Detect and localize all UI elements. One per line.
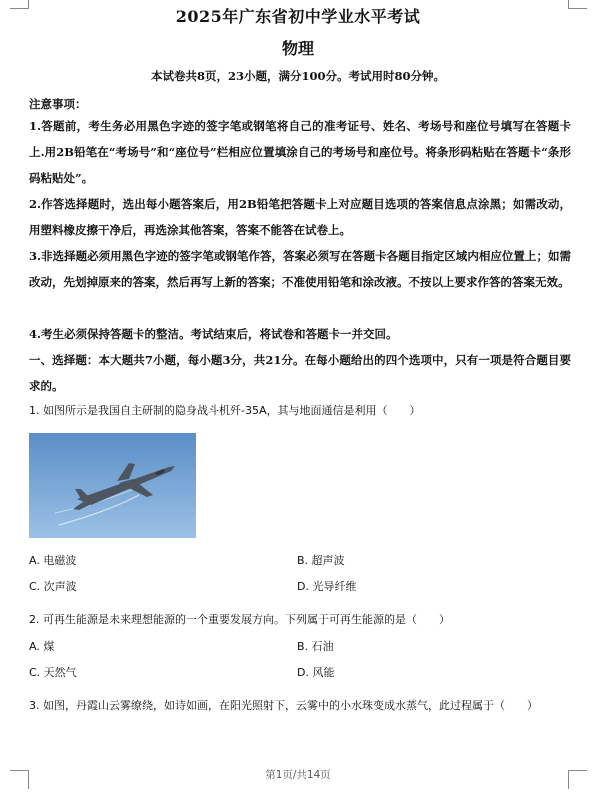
question-2-stem: 2. 可再生能源是未来理想能源的一个重要发展方向。下列属于可再生能源的是（ ）	[29, 613, 450, 626]
section-heading: 一、选择题：本大题共7小题，每小题3分，共21分。在每小题给出的四个选项中，只有一项是符合题目要求的。	[29, 353, 571, 393]
fighter-jet-image	[29, 433, 196, 538]
note-item-1: 1.答题前，考生务必用黑色字迹的签字笔或钢笔将自己的准考证号、姓名、考场号和座位号填写在答题卡上.用2B铅笔在“考场号”和“座位号”栏相应位置填涂自己的考场号和座位号。将条形码粘贴在答题卡“条形码粘贴处”。	[29, 119, 571, 185]
note-item-4: 4.考生必须保持答题卡的整洁。考试结束后，将试卷和答题卡一并交回。	[29, 327, 398, 341]
question-1-stem: 1. 如图所示是我国自主研制的隐身战斗机歼-35A，其与地面通信是利用（ ）	[29, 404, 421, 417]
note-item-3: 3.非选择题必须用黑色字迹的签字笔或钢笔作答，答案必须写在答题卡各题目指定区域内相应位置上；如需改动，先划掉原来的答案，然后再写上新的答案；不准使用铅笔和涂改液。不按以上要求作答的答案无效。	[29, 249, 571, 289]
q2-option-d: D. 风能	[297, 666, 335, 679]
q1-option-a: A. 电磁波	[29, 554, 77, 567]
note-item-2: 2.作答选择题时，选出每小题答案后，用2B铅笔把答题卡上对应题目选项的答案信息点涂黑；如需改动，用塑料橡皮擦干净后，再选涂其他答案，答案不能答在试卷上。	[29, 197, 571, 237]
subject-title: 物理	[281, 39, 314, 58]
q2-option-b: B. 石油	[297, 640, 334, 653]
q2-option-a: A. 煤	[29, 640, 55, 653]
q1-option-b: B. 超声波	[297, 554, 345, 567]
exam-title: 2025年广东省初中学业水平考试	[175, 7, 421, 26]
question-3-stem: 3. 如图，丹霞山云雾缭绕，如诗如画，在阳光照射下，云雾中的小水珠变成水蒸气，此过程属于（ ）	[29, 699, 538, 712]
notes-heading: 注意事项：	[29, 97, 87, 111]
page-number: 第1页/共14页	[265, 769, 331, 781]
q1-option-c: C. 次声波	[29, 580, 77, 593]
q1-option-d: D. 光导纤维	[297, 580, 357, 593]
exam-info: 本试卷共8页，23小题，满分100分。考试用时80分钟。	[150, 69, 445, 83]
q2-option-c: C. 天然气	[29, 666, 77, 679]
